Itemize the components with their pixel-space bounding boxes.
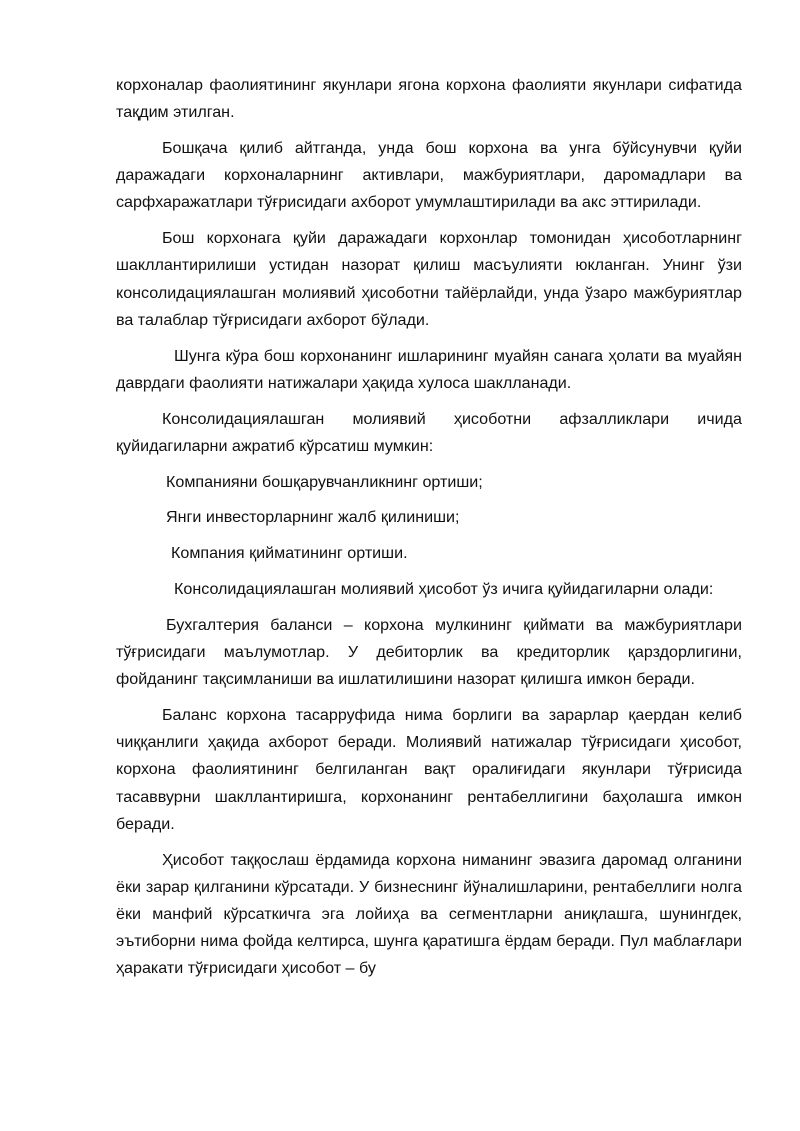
paragraph: Бош корхонага қуйи даражадаги корхонлар томонидан ҳисоботларнинг шакллантирилиши устидан назорат қилиш масъулияти юкланган. Унинг ўзи консолидациялашган молиявий ҳисоботни тайёрлайди, унда ўзаро мажбуриятлар ва талаблар тўғрисидаги ахборот бўлади. bbox=[116, 229, 742, 329]
document-body bbox=[116, 72, 742, 991]
paragraph: Бошқача қилиб айтганда, унда бош корхона ва унга бўйсунувчи қуйи даражадаги корхоналарнинг активлари, мажбуриятлари, даромадлари ва сарфхаражатлари тўғрисидаги ахборот умумлаштирилади ва акс эттирилади. bbox=[116, 139, 742, 212]
list-item: Компания қийматининг ортиши. bbox=[171, 544, 408, 563]
paragraph: Консолидациялашган молиявий ҳисоботни афзалликлари ичида қуйидагиларни ажратиб кўрсатиш мумкин: bbox=[116, 409, 742, 455]
paragraph: Ҳисобот таққослаш ёрдамида корхона ниманинг эвазига даромад олганини ёки зарар қилганини кўрсатади. У бизнеснинг йўналишларини, рентабеллиги нолга ёки манфий кўрсаткичга эга лойиҳа ва сегментларни аниқлашга, шунингдек, эътиборни нима фойда келтирса, шунга қаратишга ёрдам беради. Пул маблағлари ҳаракати тўғрисидаги ҳисобот – бу bbox=[116, 850, 742, 978]
list-item: Янги инвесторларнинг жалб қилиниши; bbox=[166, 508, 460, 527]
paragraph: Консолидациялашган молиявий ҳисобот ўз ичига қуйидагиларни олади: bbox=[174, 580, 714, 598]
paragraph: Бухгалтерия баланси – корхона мулкининг қиймати ва мажбуриятлари тўғрисидаги маълумотлар. У дебиторлик ва кредиторлик қарздорлигини, фойданинг тақсимланиши ва ишлатилишини назорат қилишга имкон беради. bbox=[116, 615, 742, 689]
paragraph: Шунга кўра бош корхонанинг ишларининг муайян санага ҳолати ва муайян даврдаги фаолияти натижалари ҳақида хулоса шаклланади. bbox=[116, 346, 742, 392]
list-item: Компанияни бошқарувчанликнинг ортиши; bbox=[166, 472, 483, 491]
paragraph-continuation: корхоналар фаолиятининг якунлари ягона корхона фаолияти якунлари сифатида тақдим этилган. bbox=[116, 76, 742, 122]
paragraph: Баланс корхона тасарруфида нима борлиги ва зарарлар қаердан келиб чиққанлиги ҳақида ахборот беради. Молиявий натижалар тўғрисидаги ҳисобот, корхона фаолиятининг белгиланган вақт оралиғидаги якунлари тўғрисида тасаввурни шакллантиришга, корхонанинг рентабеллигини баҳолашга имкон беради. bbox=[116, 706, 742, 833]
